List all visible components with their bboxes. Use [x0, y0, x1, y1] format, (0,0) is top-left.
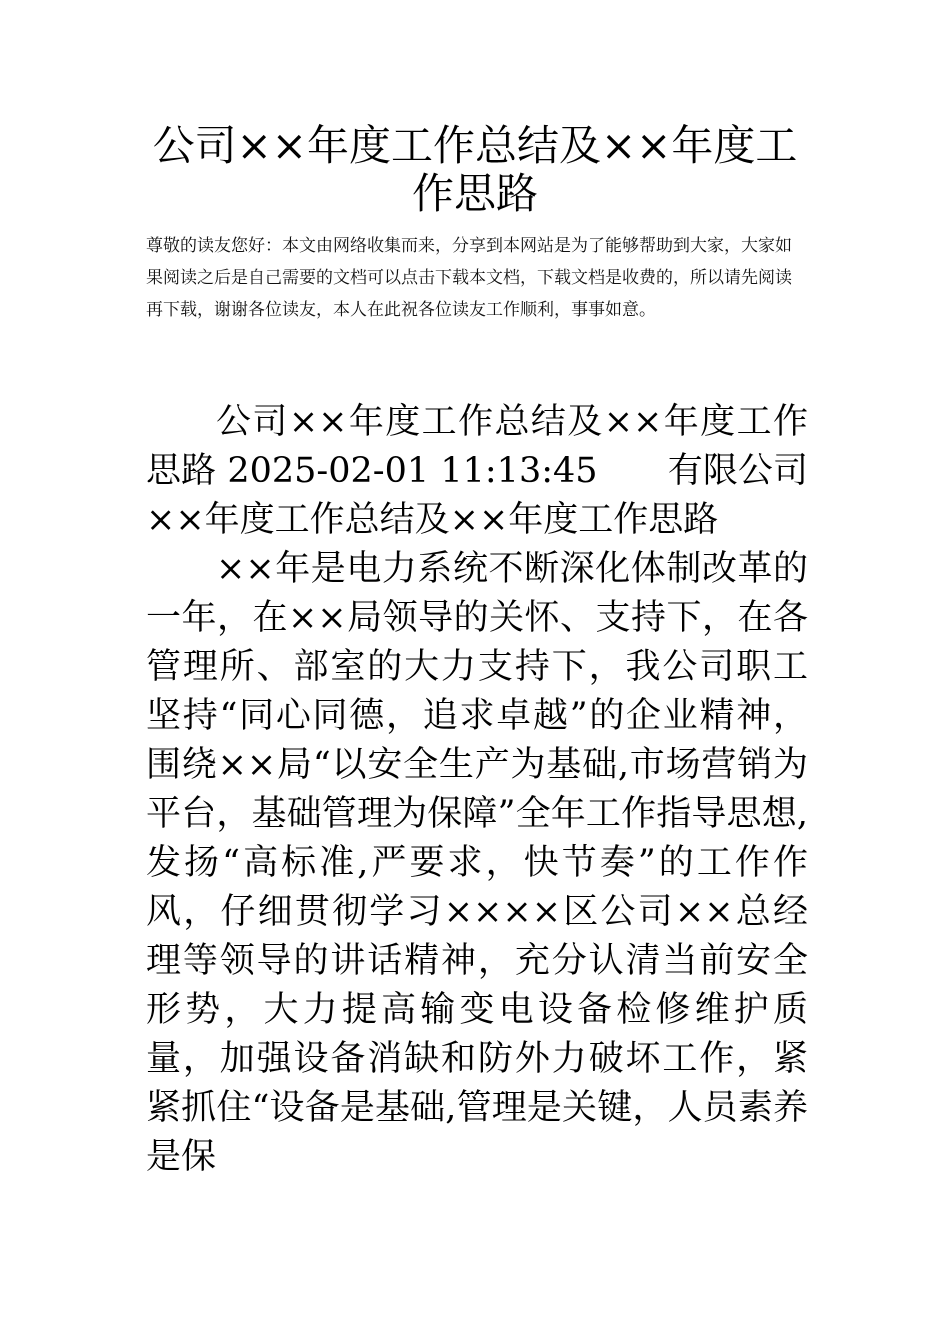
body-paragraph-2: ××年是电力系统不断深化体制改革的一年，在××局领导的关怀、支持下，在各管理所、部室的大力支持下，我公司职工坚持“同心同德，追求卓越”的企业精神，围绕××局“以安全生产为基础,市场营销为平台，基础管理为保障”全年工作指导思想,发扬“高标准,严要求，快节奏”的工作作风，仔细贯彻学习××××区公司××总经理等领导的讲话精神，充分认清当前安全形势，大力提高输变电设备检修维护质量，加强设备消缺和防外力破坏工作，紧紧抓住“设备是基础,管理是关键，人员素养是保 [146, 549, 808, 1177]
document-body [146, 398, 808, 1182]
reader-notice: 尊敬的读友您好：本文由网络收集而来，分享到本网站是为了能够帮助到大家，大家如果阅读之后是自己需要的文档可以点击下载本文档，下载文档是收费的，所以请先阅读再下载，谢谢各位读友，本人在此祝各位读友工作顺利，事事如意。 [146, 236, 792, 320]
document-title: 公司××年度工作总结及××年度工作思路 [152, 121, 798, 218]
body-paragraph-1: 公司××年度工作总结及××年度工作思路 2025-02-01 11:13:45 有限公司××年度工作总结及××年度工作思路 [146, 402, 808, 540]
